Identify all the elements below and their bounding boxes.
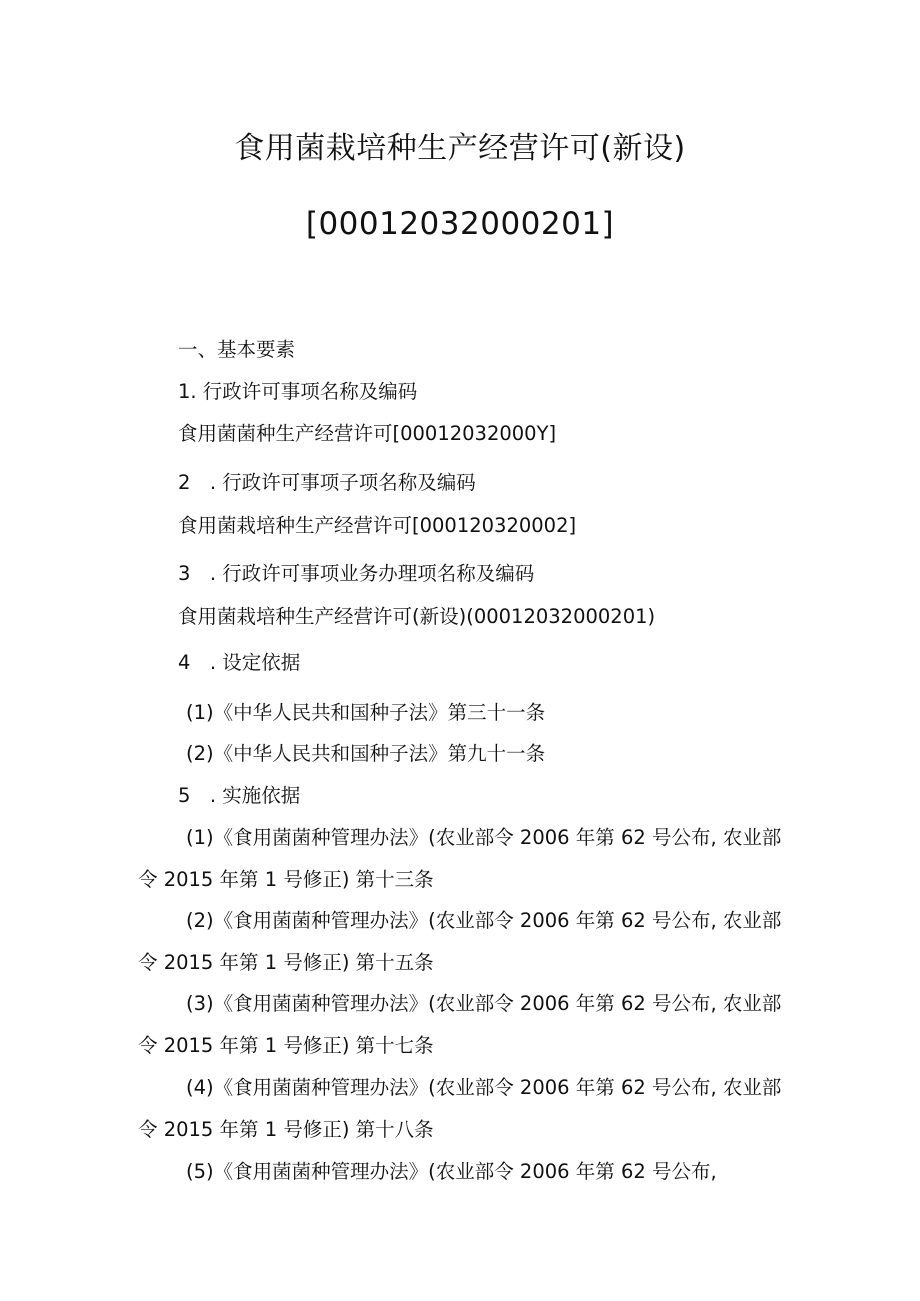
item5-basis-3-line1: (3)《食用菌菌种管理办法》(农业部令 2006 年第 62 号公布, 农业部 (186, 992, 782, 1015)
item5-basis-1-line2: 令 2015 年第 1 号修正) 第十三条 (138, 868, 434, 891)
item5-basis-5-line1: (5)《食用菌菌种管理办法》(农业部令 2006 年第 62 号公布, (186, 1160, 717, 1183)
item1-heading: 1. 行政许可事项名称及编码 (178, 380, 418, 403)
document-code: [00012032000201] (305, 206, 615, 242)
item3-value: 食用菌栽培种生产经营许可(新设)(00012032000201) (178, 605, 656, 628)
item5-basis-1-line1: (1)《食用菌菌种管理办法》(农业部令 2006 年第 62 号公布, 农业部 (186, 826, 782, 849)
item5-heading: 5 . 实施依据 (178, 784, 301, 807)
item2-heading: 2 . 行政许可事项子项名称及编码 (178, 471, 476, 494)
item3-heading: 3 . 行政许可事项业务办理项名称及编码 (178, 562, 535, 585)
item4-heading: 4 . 设定依据 (178, 651, 301, 674)
item4-basis-1: (1)《中华人民共和国种子法》第三十一条 (186, 701, 546, 724)
item5-basis-2-line1: (2)《食用菌菌种管理办法》(农业部令 2006 年第 62 号公布, 农业部 (186, 909, 782, 932)
document-title: 食用菌栽培种生产经营许可(新设) (234, 131, 686, 166)
item4-basis-2: (2)《中华人民共和国种子法》第九十一条 (186, 742, 546, 765)
item5-basis-3-line2: 令 2015 年第 1 号修正) 第十七条 (138, 1034, 434, 1057)
item1-value: 食用菌菌种生产经营许可[00012032000Y] (178, 422, 557, 445)
item2-value: 食用菌栽培种生产经营许可[000120320002] (178, 514, 577, 537)
item5-basis-2-line2: 令 2015 年第 1 号修正) 第十五条 (138, 951, 434, 974)
item5-basis-4-line1: (4)《食用菌菌种管理办法》(农业部令 2006 年第 62 号公布, 农业部 (186, 1076, 782, 1099)
item5-basis-4-line2: 令 2015 年第 1 号修正) 第十八条 (138, 1118, 434, 1141)
section-heading-basic-elements: 一、基本要素 (178, 338, 296, 361)
